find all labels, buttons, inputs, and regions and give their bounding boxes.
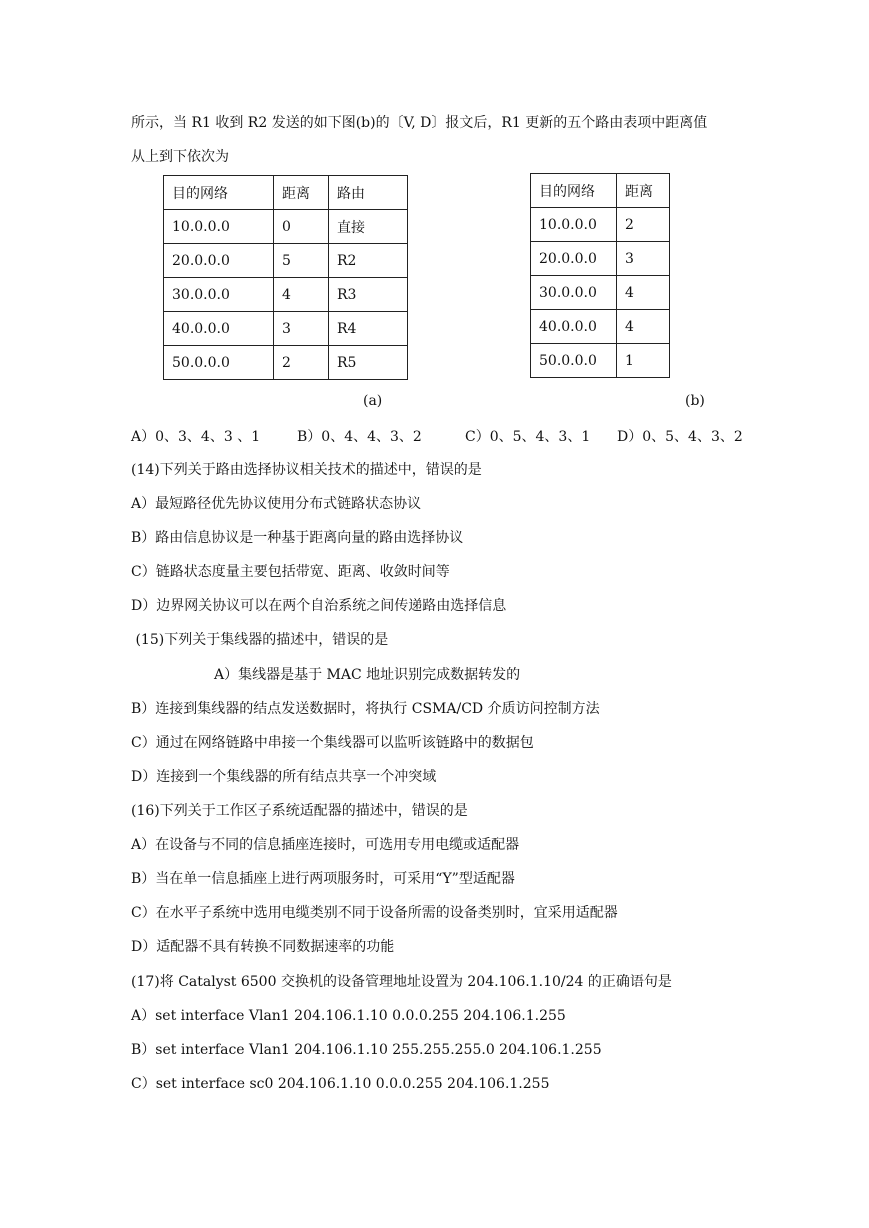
table-cell: 20.0.0.0	[531, 242, 617, 276]
table-cell: 2	[617, 208, 670, 242]
q15-option-d: D）连接到一个集线器的所有结点共享一个冲突域	[131, 769, 437, 785]
table-cell: 50.0.0.0	[531, 344, 617, 378]
q14-option-a: A）最短路径优先协议使用分布式链路状态协议	[131, 496, 422, 512]
q14-option-c: C）链路状态度量主要包括带宽、距离、收敛时间等	[131, 564, 450, 580]
table-cell: 4	[617, 276, 670, 310]
table-a-caption: (a)	[363, 393, 383, 409]
table-header-row	[531, 174, 670, 208]
table-header-cell: 距离	[617, 174, 670, 208]
table-header-cell: 目的网络	[531, 174, 617, 208]
q15-option-b: B）连接到集线器的结点发送数据时，将执行 CSMA/CD 介质访问控制方法	[131, 701, 600, 717]
table-cell: 40.0.0.0	[164, 312, 274, 346]
table-row	[531, 310, 670, 344]
q17-option-b: B）set interface Vlan1 204.106.1.10 255.255.255.0 204.106.1.255	[131, 1042, 602, 1058]
table-row	[531, 208, 670, 242]
table-header-row	[164, 176, 408, 210]
q17-option-c: C）set interface sc0 204.106.1.10 0.0.0.255 204.106.1.255	[131, 1076, 550, 1092]
table-cell: 40.0.0.0	[531, 310, 617, 344]
table-cell: 30.0.0.0	[164, 278, 274, 312]
table-cell: 3	[274, 312, 329, 346]
table-row	[531, 344, 670, 378]
table-cell: R3	[329, 278, 408, 312]
table-cell: 10.0.0.0	[164, 210, 274, 244]
routing-table-b	[530, 173, 670, 378]
table-row	[164, 346, 408, 380]
table-header-cell: 距离	[274, 176, 329, 210]
q14-option-b: B）路由信息协议是一种基于距离向量的路由选择协议	[131, 530, 464, 546]
q16-option-d: D）适配器不具有转换不同数据速率的功能	[131, 939, 395, 955]
table-b-caption: (b)	[685, 393, 705, 409]
table-cell: 20.0.0.0	[164, 244, 274, 278]
q16-stem: (16)下列关于工作区子系统适配器的描述中，错误的是	[131, 803, 468, 819]
q16-option-c: C）在水平子系统中选用电缆类别不同于设备所需的设备类别时，宜采用适配器	[131, 905, 618, 921]
table-header-cell: 目的网络	[164, 176, 274, 210]
table-row	[164, 312, 408, 346]
table-cell: 5	[274, 244, 329, 278]
q13-option-b: B）0、4、4、3、2	[297, 429, 422, 445]
q16-option-a: A）在设备与不同的信息插座连接时，可选用专用电缆或适配器	[131, 837, 520, 853]
q17-option-a: A）set interface Vlan1 204.106.1.10 0.0.0.255 204.106.1.255	[131, 1008, 566, 1024]
table-cell: R4	[329, 312, 408, 346]
table-cell: 30.0.0.0	[531, 276, 617, 310]
table-cell: R5	[329, 346, 408, 380]
table-row	[531, 276, 670, 310]
intro-line-1: 所示，当 R1 收到 R2 发送的如下图(b)的〔V, D〕报文后，R1 更新的五个路由表项中距离值	[131, 115, 708, 131]
q14-option-d: D）边界网关协议可以在两个自治系统之间传递路由选择信息	[131, 598, 507, 614]
table-cell: 2	[274, 346, 329, 380]
q15-stem: (15)下列关于集线器的描述中，错误的是	[131, 632, 389, 648]
table-cell: 4	[617, 310, 670, 344]
q15-option-a: A）集线器是基于 MAC 地址识别完成数据转发的	[214, 667, 521, 683]
q13-option-c: C）0、5、4、3、1	[465, 429, 591, 445]
intro-line-2: 从上到下依次为	[131, 149, 229, 165]
table-row	[164, 244, 408, 278]
q14-stem: (14)下列关于路由选择协议相关技术的描述中，错误的是	[131, 462, 482, 478]
q13-option-a: A）0、3、4、3 、1	[131, 429, 261, 445]
table-row	[531, 242, 670, 276]
routing-table-a	[163, 175, 408, 380]
table-cell: 4	[274, 278, 329, 312]
table-cell: R2	[329, 244, 408, 278]
table-cell: 直接	[329, 210, 408, 244]
table-cell: 50.0.0.0	[164, 346, 274, 380]
table-cell: 0	[274, 210, 329, 244]
q13-option-d: D）0、5、4、3、2	[617, 429, 743, 445]
table-cell: 1	[617, 344, 670, 378]
q15-option-c: C）通过在网络链路中串接一个集线器可以监听该链路中的数据包	[131, 735, 534, 751]
q17-stem: (17)将 Catalyst 6500 交换机的设备管理地址设置为 204.106.1.10/24 的正确语句是	[131, 974, 672, 990]
table-row	[164, 278, 408, 312]
q16-option-b: B）当在单一信息插座上进行两项服务时，可采用“Y”型适配器	[131, 871, 515, 887]
table-header-cell: 路由	[329, 176, 408, 210]
table-cell: 3	[617, 242, 670, 276]
table-cell: 10.0.0.0	[531, 208, 617, 242]
table-row	[164, 210, 408, 244]
